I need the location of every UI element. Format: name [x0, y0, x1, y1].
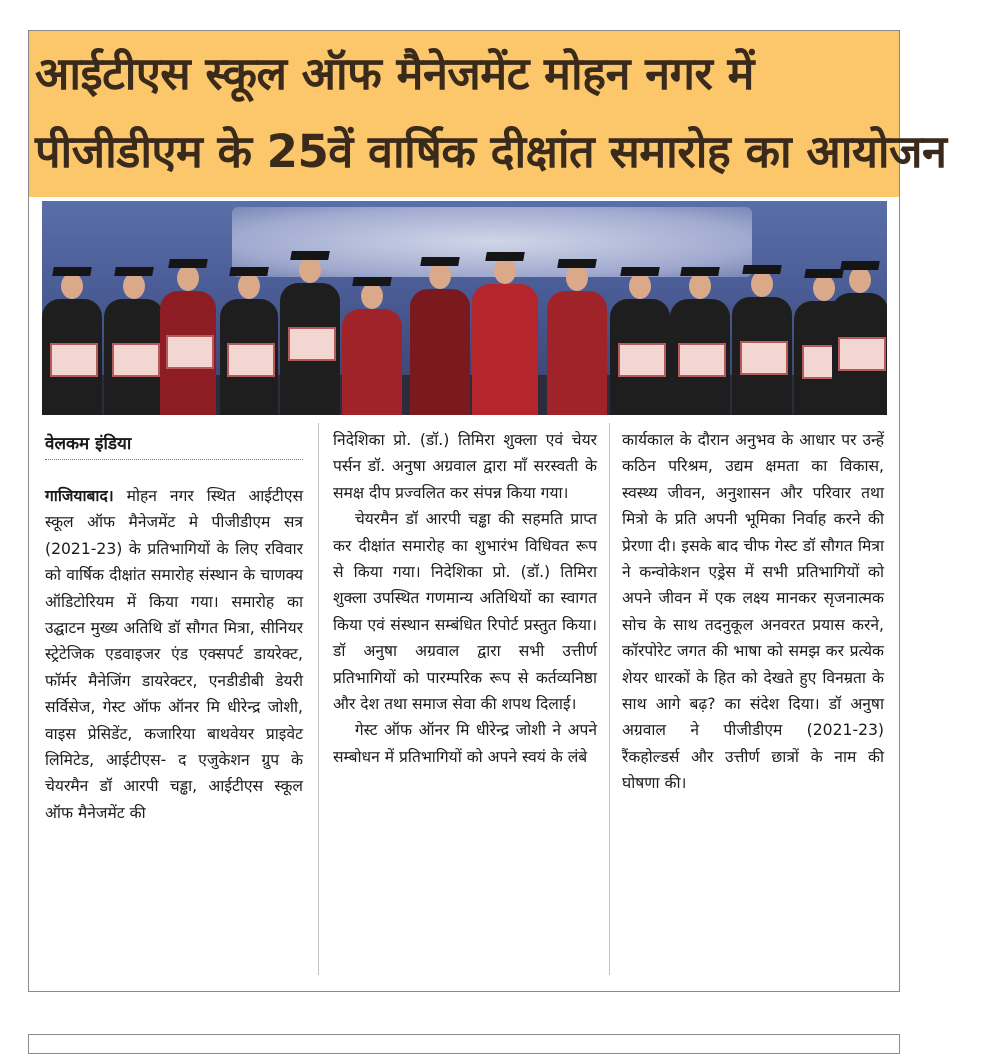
face: [751, 271, 773, 297]
byline-divider: [45, 459, 303, 460]
mortarboard-icon: [840, 261, 880, 270]
certificate: [50, 343, 98, 377]
mortarboard-icon: [420, 257, 460, 266]
mortarboard-icon: [620, 267, 660, 276]
article-column-1: [45, 483, 303, 826]
face: [494, 258, 516, 284]
face: [429, 263, 451, 289]
graduate-figure: [832, 259, 887, 415]
column-3-paragraph-1: कार्यकाल के दौरान अनुभव के आधार पर उन्हें कठिन परिश्रम, उद्यम क्षमता का विकास, स्वस्थ्य जीवन, अनुशासन और परिवार तथा मित्रो के प्रति अपनी भूमिका निर्वाह करने की प्रेरणा दी। इसके बाद चीफ गेस्ट डॉ सौगत मित्रा ने कन्वोकेशन एड्रेस में सभी प्रतिभागियों को अपने जीवन में एक लक्ष्य मानकर सृजनात्मक सोच के साथ तदनुकूल अनवरत प्रयास करने, कॉरपोरेट जगत की भाषा को समझ कर प्रत्येक शेयर धारकों के हित को देखते हुए विनम्रता के साथ आगे बढ़? का संदेश दिया। डॉ अनुषा अग्रवाल ने पीजीडीएम (2021-23) रैंकहोल्डर्स और उत्तीर्ण छात्रों के नाम की घोषणा की।: [622, 431, 884, 793]
graduate-figure: [732, 263, 792, 415]
mortarboard-icon: [680, 267, 720, 276]
graduate-figure: [220, 265, 278, 415]
certificate: [288, 327, 336, 361]
article-column-3: [622, 427, 884, 797]
certificate: [678, 343, 726, 377]
article-column-2: [333, 427, 597, 770]
certificate: [740, 341, 788, 375]
graduate-figure: [670, 265, 730, 415]
certificate: [112, 343, 160, 377]
graduate-figure: [280, 249, 340, 415]
headline-banner: [29, 31, 947, 197]
graduate-figure: [610, 265, 670, 415]
face: [689, 273, 711, 299]
mortarboard-icon: [52, 267, 92, 276]
column-1-text: मोहन नगर स्थित आईटीएस स्कूल ऑफ मैनेजमेंट मे पीजीडीएम सत्र (2021-23) के प्रतिभागियों के लिए रविवार को वार्षिक दीक्षांत समारोह संस्थान के चाणक्य ऑडिटोरियम में किया गया। समारोह का उद्घाटन मुख्य अतिथि डॉ सौगत मित्रा, सीनियर स्ट्रेटेजिक एडवाइजर एंड एक्सपर्ट डायरेक्ट, फॉर्मर मैनेजिंग डायरेक्टर, एनडीडीबी डेयरी सर्विसेज, गेस्ट ऑफ ऑनर मि धीरेन्द्र जोशी, वाइस प्रेसिडेंट, कजारिया बाथवेयर प्राइवेट लिमिटेड, आईटीएस- द एजुकेशन ग्रुप के चेयरमैन डॉ आरपी चड्ढा, आईटीएस स्कूल ऑफ मैनेजमेंट की: [45, 487, 303, 822]
graduate-figure: [342, 275, 402, 415]
mortarboard-icon: [290, 251, 330, 260]
mortarboard-icon: [485, 252, 525, 261]
column-2-paragraph-3: गेस्ट ऑफ ऑनर मि धीरेन्द्र जोशी ने अपने सम्बोधन में प्रतिभागियों को अपने स्वयं के लंबे: [333, 721, 597, 766]
headline-line-2: पीजीडीएम के 25वें वार्षिक दीक्षांत समारोह का आयोजन: [35, 125, 947, 178]
graduate-figure: [410, 255, 470, 415]
certificate: [166, 335, 214, 369]
byline: वेलकम इंडिया: [45, 434, 132, 454]
news-clipping: [28, 30, 947, 992]
gown: [472, 284, 538, 415]
gown: [342, 309, 402, 415]
mortarboard-icon: [742, 265, 782, 274]
convocation-photo: [42, 201, 887, 415]
face: [849, 267, 871, 293]
face: [123, 273, 145, 299]
gown: [547, 291, 607, 415]
certificate: [227, 343, 275, 377]
certificate: [838, 337, 886, 371]
graduate-figure: [547, 257, 607, 415]
next-clipping-frame: [28, 1034, 900, 1054]
column-divider: [609, 423, 610, 975]
gown: [410, 289, 470, 415]
mortarboard-icon: [168, 259, 208, 268]
certificate: [618, 343, 666, 377]
mortarboard-icon: [557, 259, 597, 268]
graduate-figure: [104, 265, 164, 415]
face: [629, 273, 651, 299]
face: [361, 283, 383, 309]
face: [177, 265, 199, 291]
column-2-paragraph-1: निदेशिका प्रो. (डॉ.) तिमिरा शुक्ला एवं चेयर पर्सन डॉ. अनुषा अग्रवाल द्वारा माँ सरस्वती के समक्ष दीप प्रज्वलित कर संपन्न किया गया।: [333, 431, 597, 502]
mortarboard-icon: [229, 267, 269, 276]
graduate-figure: [42, 265, 102, 415]
face: [566, 265, 588, 291]
column-divider: [318, 423, 319, 975]
face: [61, 273, 83, 299]
graduate-figure: [160, 257, 216, 415]
mortarboard-icon: [352, 277, 392, 286]
mortarboard-icon: [114, 267, 154, 276]
headline-line-1: आईटीएस स्कूल ऑफ मैनेजमेंट मोहन नगर में: [35, 47, 754, 100]
graduate-figure: [472, 250, 538, 415]
dateline: गाजियाबाद।: [45, 487, 114, 505]
column-2-paragraph-2: चेयरमैन डॉ आरपी चड्ढा की सहमति प्राप्त कर दीक्षांत समारोह का शुभारंभ विधिवत रूप से किया गया। निदेशिका प्रो. (डॉ.) तिमिरा शुक्ला उपस्थित गणमान्य अतिथियों का स्वागत किया एवं संस्थान सम्बंधित रिपोर्ट प्रस्तुत किया। डॉ अनुषा अग्रवाल द्वारा सभी उत्तीर्ण प्रतिभागियों को पारम्परिक रूप से कर्तव्यनिष्ठा और देश तथा समाज सेवा की शपथ दिलाई।: [333, 510, 597, 714]
face: [238, 273, 260, 299]
face: [299, 257, 321, 283]
